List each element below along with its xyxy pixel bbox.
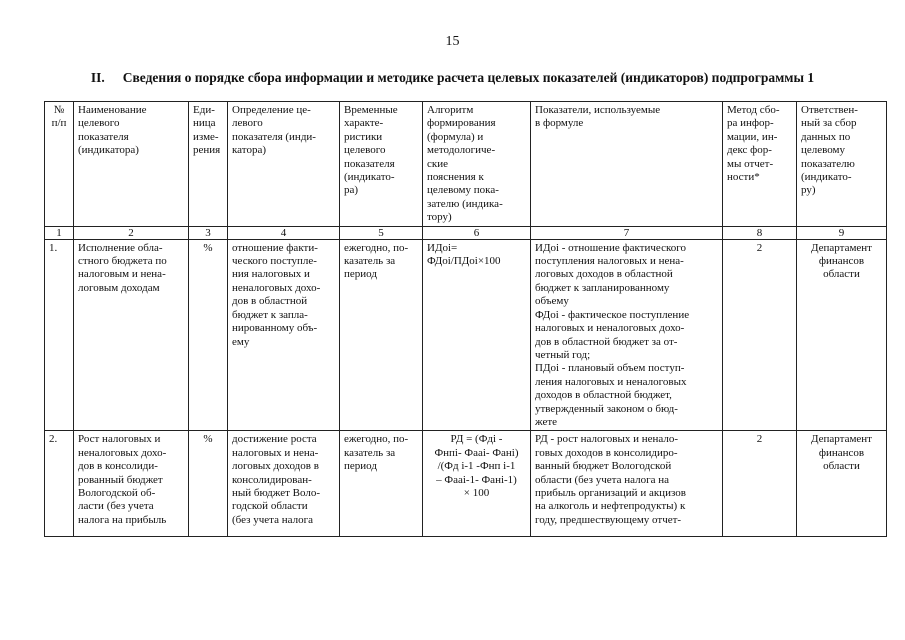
column-number-row [45, 226, 887, 239]
formula: РД = (Фдi - Фнпi- Фааi- Фанi) /(Фд i-1 -Фнп i-1 – Фааi-1- Фанi-1) × 100 [434, 433, 519, 499]
collection-method: 2 [723, 239, 797, 431]
header-formula: Алгоритм формирования (формула) и методологиче- ские пояснения к целевому пока- зателю (индика- тору) [423, 102, 531, 227]
section-title [40, 70, 865, 85]
column-number: 5 [340, 226, 423, 239]
unit: % [189, 239, 228, 431]
row-number: 1. [45, 239, 74, 431]
header-definition: Определение це- левого показателя (инди- катора) [228, 102, 340, 227]
table-row [45, 239, 887, 431]
column-number: 1 [45, 226, 74, 239]
table-row [45, 431, 887, 537]
header-timing: Временные характе- ристики целевого показателя (индикато- ра) [340, 102, 423, 227]
responsible: Департамент финансов области [797, 239, 887, 431]
header-row [45, 102, 887, 227]
header-indicator-name: Наименование целевого показателя (индикатора) [74, 102, 189, 227]
row-number: 2. [49, 433, 58, 446]
responsible: Департамент финансов области [810, 433, 872, 473]
definition: отношение факти- ческого поступле- ния налоговых и неналоговых дохо- дов в областной бюджет к запла- нированному объ- ему [228, 239, 340, 431]
header-number: № п/п [45, 102, 74, 227]
header-responsible: Ответствен- ный за сбор данных по целевому показателю (индикато- ру) [797, 102, 887, 227]
column-number: 8 [723, 226, 797, 239]
page-number: 15 [445, 34, 460, 49]
formula: ИДоi= ФДоi/ПДоi×100 [423, 239, 531, 431]
section-numeral: II. [90, 70, 105, 85]
indicator-name: Исполнение обла- стного бюджета по налоговым и нена- логовым доходам [74, 239, 189, 431]
collection-method: 2 [756, 433, 763, 446]
section-title-text: Сведения о порядке сбора информации и методике расчета целевых показателей (индикаторов) подпрограммы 1 [122, 70, 815, 85]
column-number: 3 [189, 226, 228, 239]
column-number: 2 [74, 226, 189, 239]
column-number: 6 [423, 226, 531, 239]
column-number: 9 [797, 226, 887, 239]
indicator-name: Рост налоговых и неналоговых дохо- дов в консолиди- рованный бюджет Вологодской об- ласти (без учета налога на прибыль [78, 433, 167, 526]
column-number: 4 [228, 226, 340, 239]
timing: ежегодно, по- казатель за период [344, 433, 409, 473]
timing: ежегодно, по- казатель за период [340, 239, 423, 431]
unit: % [203, 433, 213, 446]
header-unit: Еди- ница изме- рения [189, 102, 228, 227]
definition: достижение роста налоговых и нена- логовых доходов в консолидирован- ный бюджет Воло- годской области (без учета налога [232, 433, 321, 526]
variables: ИДоi - отношение фактического поступления налоговых и нена- логовых доходов в областной бюджет к запланированному объему ФДоi - фактическое поступление налоговых и неналоговых дохо- дов в областной бюджет за от- четный год; ПДоi - плановый объем поступ- ления налоговых и неналоговых доходов в областной бюджет, утвержденный законом о бюд- жете [531, 239, 723, 431]
header-variables: Показатели, используемые в формуле [531, 102, 723, 227]
header-method: Метод сбо- ра инфор- мации, ин- декс фор- мы отчет- ности* [723, 102, 797, 227]
indicators-table [44, 101, 887, 537]
variables: РД - рост налоговых и ненало- говых доходов в консолидиро- ванный бюджет Вологодской области (без учета налога на прибыль организаций и акцизов на алкоголь и нефтепродукты) к году, предшествующему отчет- [535, 433, 686, 526]
column-number: 7 [531, 226, 723, 239]
